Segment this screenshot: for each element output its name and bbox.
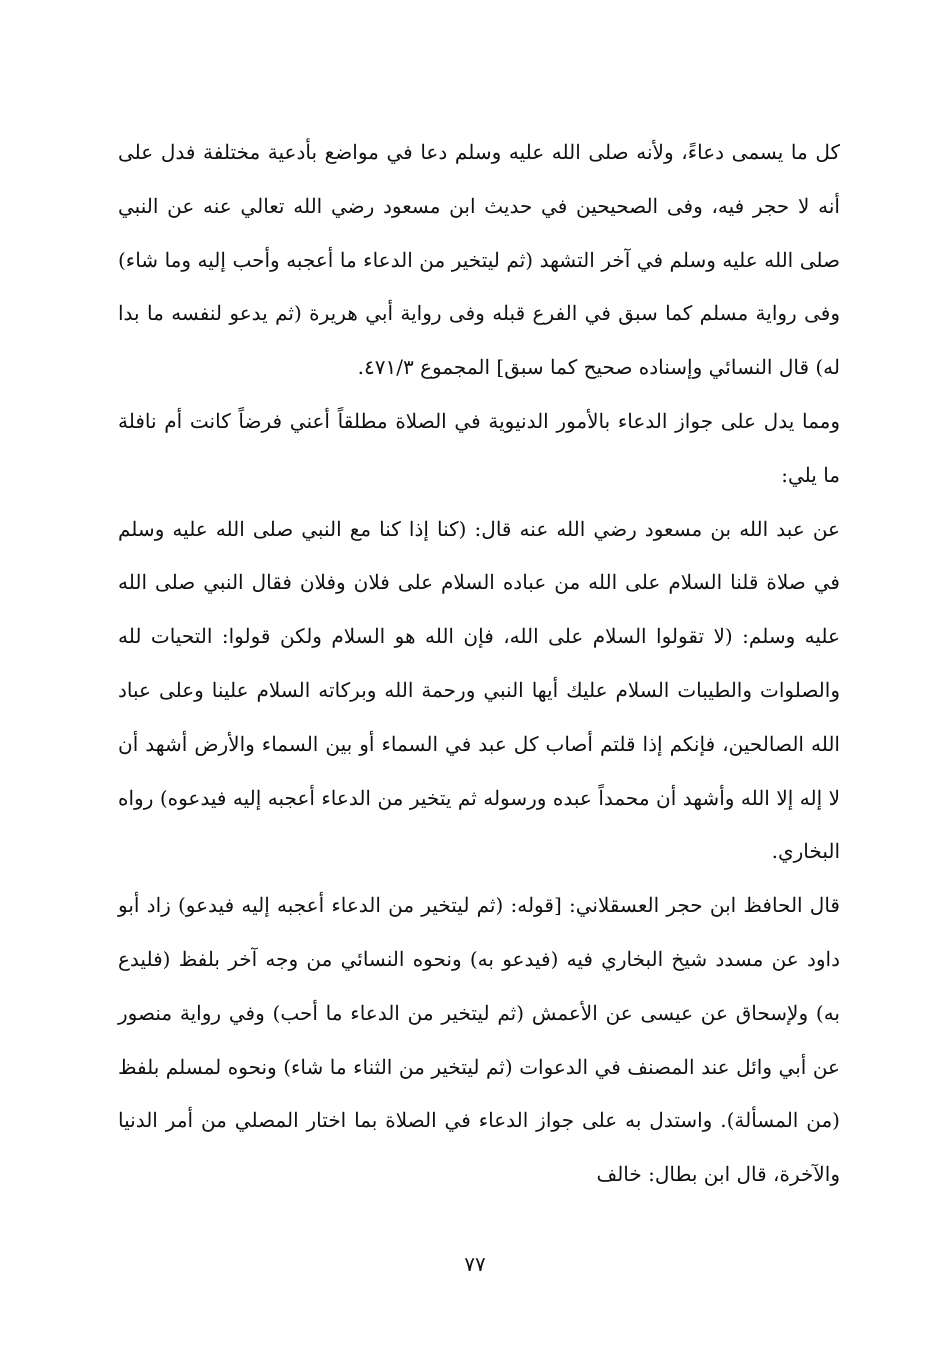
page-body-text [118,126,840,1202]
paragraph-4: قال الحافظ ابن حجر العسقلاني: [قوله: (ثم ليتخير من الدعاء أعجبه إليه فيدعو) زاد أبو داود عن مسدد شيخ البخاري فيه (فيدعو به) ونحوه النسائي من وجه آخر بلفظ (فليدع به) ولإسحاق عن عيسى عن الأعمش (ثم ليتخير من الدعاء ما أحب) وفي رواية منصور عن أبي وائل عند المصنف في الدعوات (ثم ليتخير من الثناء ما شاء) ونحوه لمسلم بلفظ (من المسألة). واستدل به على جواز الدعاء في الصلاة بما اختار المصلي من أمر الدنيا والآخرة، قال ابن بطال: خالف [118,893,840,1187]
paragraph-3: عن عبد الله بن مسعود رضي الله عنه قال: (كنا إذا كنا مع النبي صلى الله عليه وسلم في صلاة قلنا السلام على الله من عباده السلام على فلان وفلان فقال النبي صلى الله عليه وسلم: (لا تقولوا السلام على الله، فإن الله هو السلام ولكن قولوا: التحيات لله والصلوات والطيبات السلام عليك أيها النبي ورحمة الله وبركاته السلام علينا وعلى عباد الله الصالحين، فإنكم إذا قلتم أصاب كل عبد في السماء أو بين السماء والأرض أشهد أن لا إله إلا الله وأشهد أن محمداً عبده ورسوله ثم يتخير من الدعاء أعجبه إليه فيدعوه) رواه البخاري. [118,516,840,864]
paragraph-2: ومما يدل على جواز الدعاء بالأمور الدنيوية في الصلاة مطلقاً أعني فرضاً كانت أم نافلة ما يلي: [118,408,840,487]
page-number: ٧٧ [464,1252,486,1276]
paragraph-1: كل ما يسمى دعاءً، ولأنه صلى الله عليه وسلم دعا في مواضع بأدعية مختلفة فدل على أنه لا حجر فيه، وفى الصحيحين في حديث ابن مسعود رضي الله تعالي عنه عن النبي صلى الله عليه وسلم في آخر التشهد (ثم ليتخير من الدعاء ما أعجبه وأحب إليه وما شاء) وفى رواية مسلم كما سبق في الفرع قبله وفى رواية أبي هريرة (ثم يدعو لنفسه ما بدا له) قال النسائي وإسناده صحيح كما سبق] المجموع ٤٧١/٣. [118,140,840,380]
